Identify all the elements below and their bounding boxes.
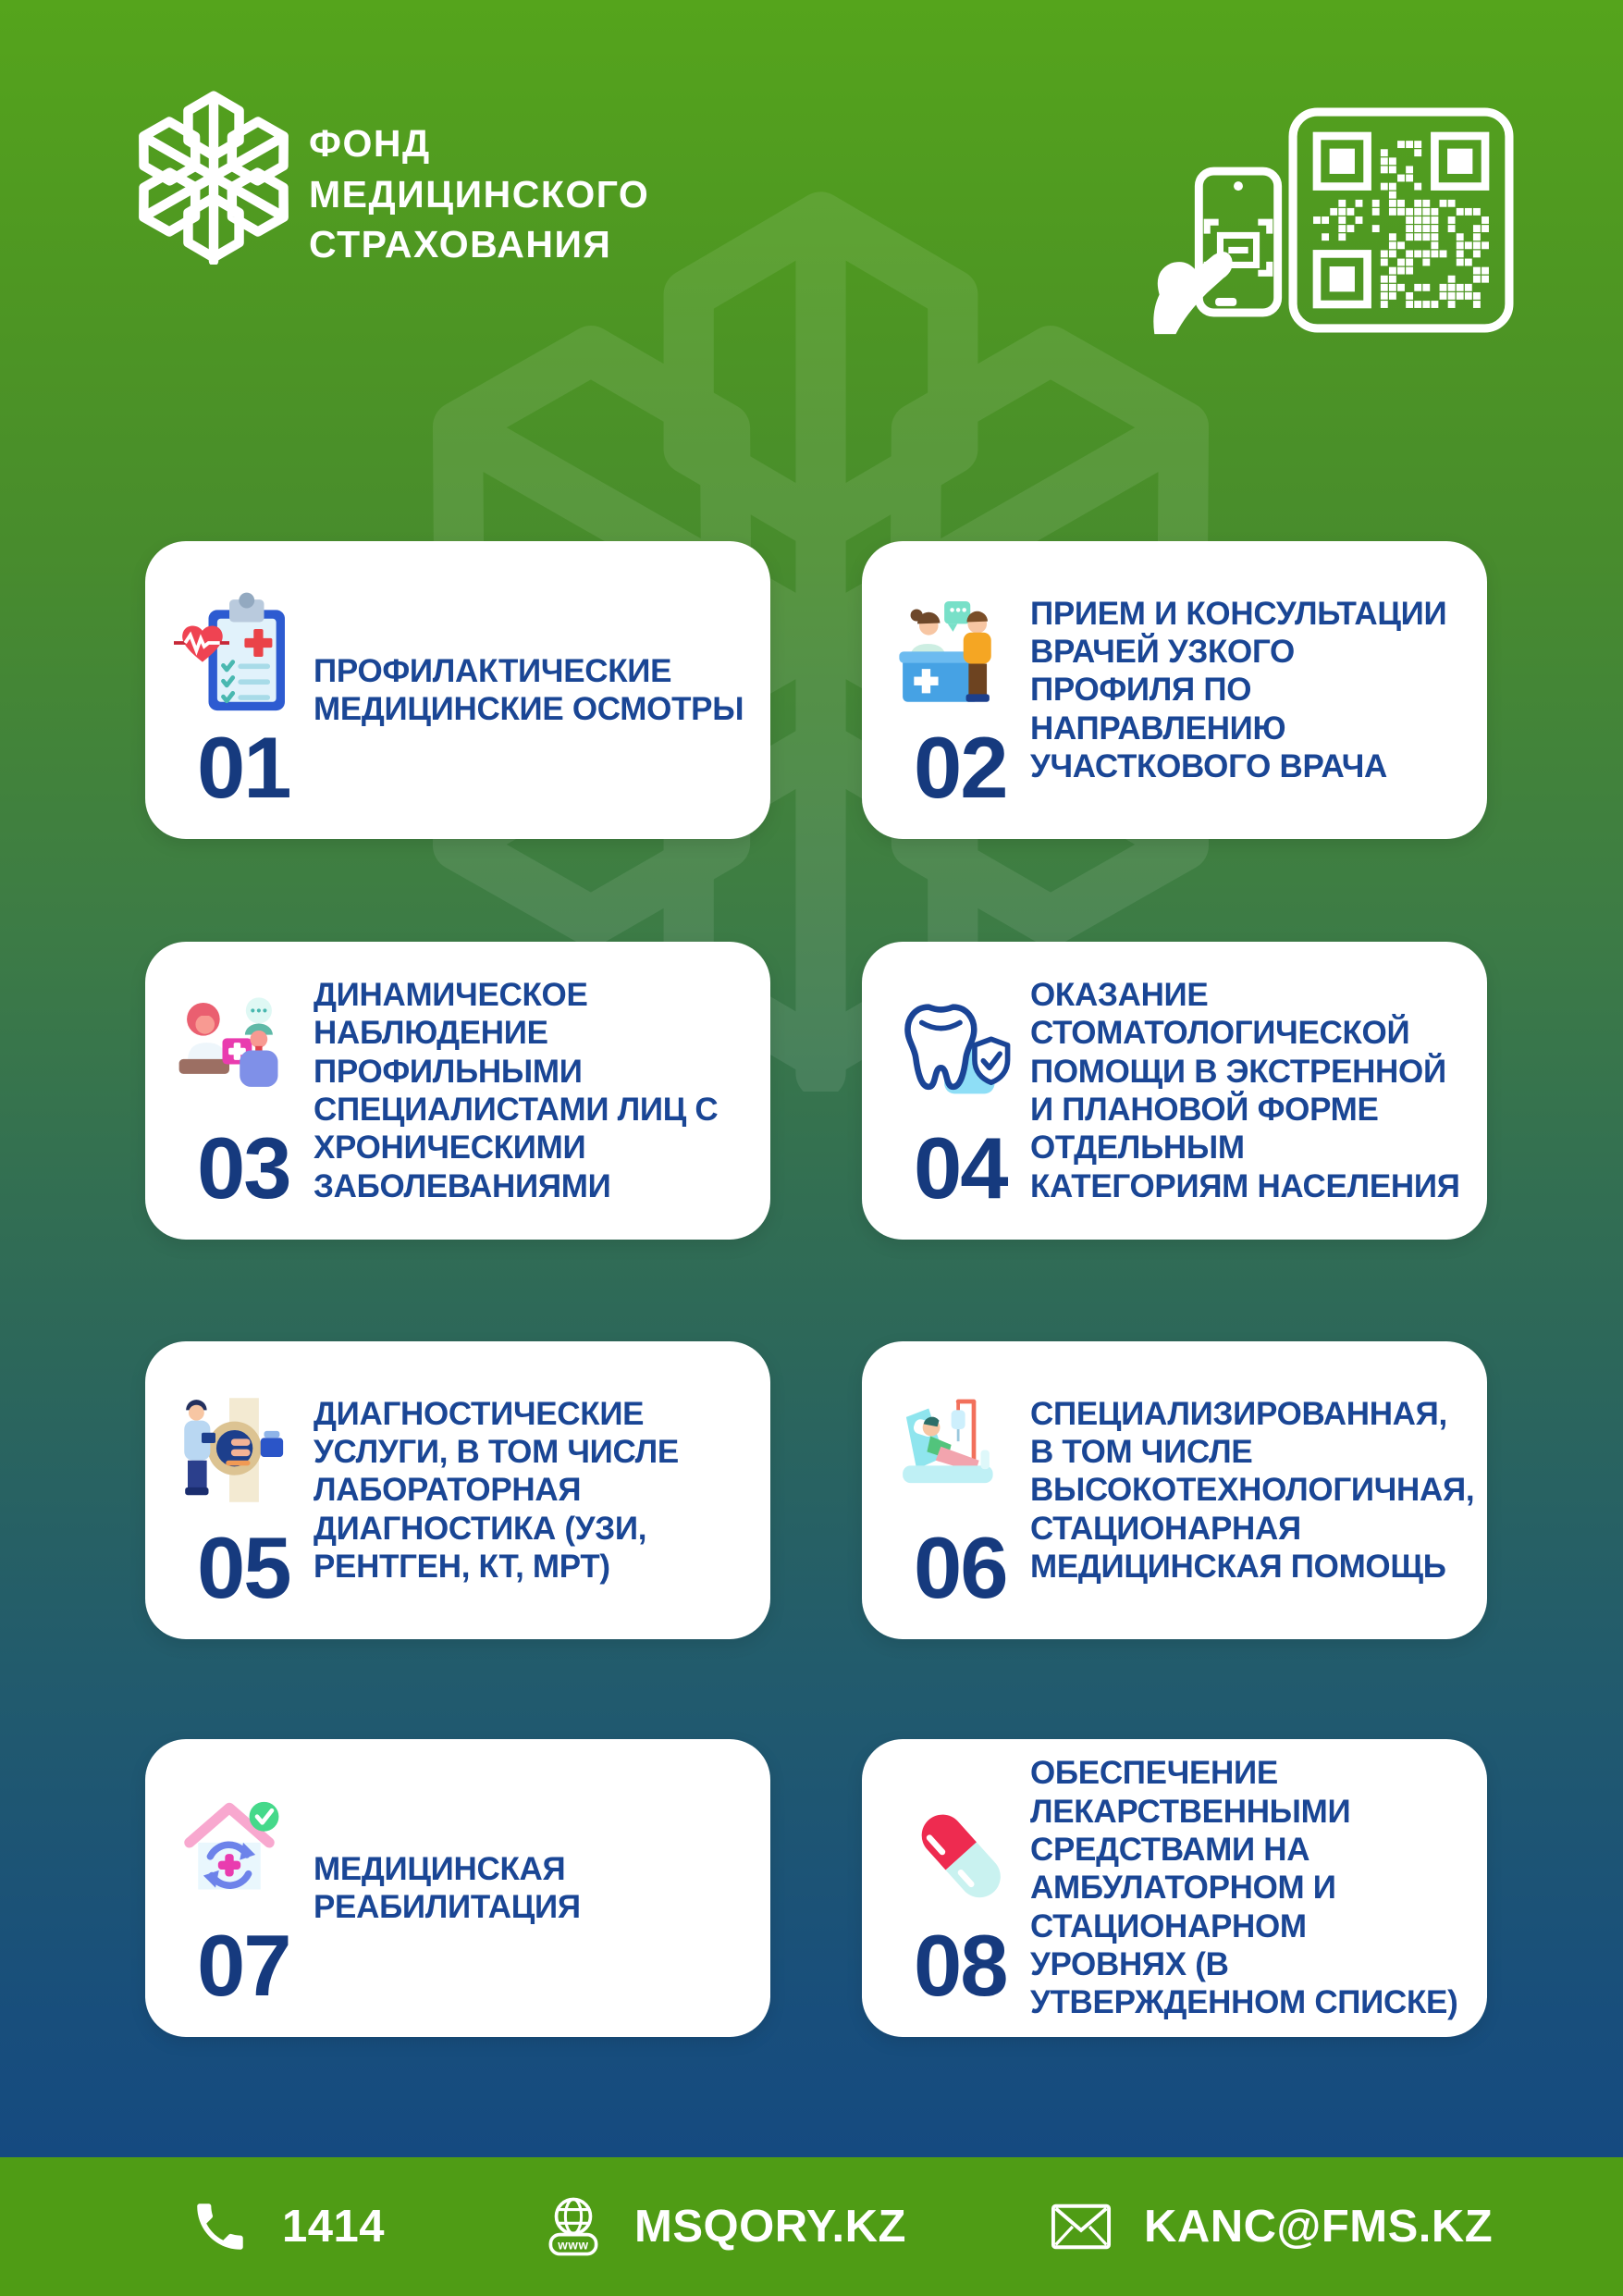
hospital-bed-icon <box>888 1378 1032 1536</box>
service-number: 03 <box>197 1119 290 1216</box>
svg-text:www: www <box>558 2238 589 2253</box>
footer-bar <box>0 2157 1623 2296</box>
ct-scanner-icon <box>171 1378 315 1536</box>
service-title: ДИНАМИЧЕСКОЕ НАБЛЮДЕНИЕ ПРОФИЛЬНЫМИ СПЕЦИАЛИСТАМИ ЛИЦ С ХРОНИЧЕСКИМИ ЗАБОЛЕВАНИЯМИ <box>314 977 719 1204</box>
reception-desk-icon <box>888 578 1032 735</box>
service-number: 08 <box>914 1917 1007 2014</box>
service-number: 04 <box>914 1119 1007 1216</box>
phone-scan-hand-icon <box>1150 163 1297 344</box>
service-card-04 <box>862 942 1487 1240</box>
tooth-shield-icon <box>888 979 1032 1136</box>
service-title: ДИАГНОСТИЧЕСКИЕ УСЛУГИ, В ТОМ ЧИСЛЕ ЛАБОРАТОРНАЯ ДИАГНОСТИКА (УЗИ, РЕНТГЕН, КТ, МРТ) <box>314 1395 679 1585</box>
service-card-08 <box>862 1739 1487 2037</box>
brand-line: МЕДИЦИНСКОГО <box>309 172 650 216</box>
qr-code <box>1288 107 1514 333</box>
fund-logo-icon <box>126 89 301 265</box>
service-number: 06 <box>914 1519 1007 1616</box>
service-card-02 <box>862 541 1487 839</box>
globe-www-icon <box>544 2194 603 2259</box>
service-title: ПРОФИЛАКТИЧЕСКИЕ МЕДИЦИНСКИЕ ОСМОТРЫ <box>314 652 744 727</box>
service-card-07 <box>145 1739 770 2037</box>
brand-line: СТРАХОВАНИЯ <box>309 223 612 266</box>
pill-capsule-icon <box>888 1776 1032 1933</box>
footer-phone-number: 1414 <box>282 2202 386 2252</box>
doctor-patient-icon <box>171 979 315 1136</box>
brand-title <box>309 118 649 270</box>
footer-website-url: MSQORY.KZ <box>634 2202 906 2252</box>
rehabilitation-house-icon <box>171 1776 315 1933</box>
footer-website <box>544 2194 906 2259</box>
service-card-05 <box>145 1341 770 1639</box>
brand-line: ФОНД <box>309 122 431 165</box>
service-number: 02 <box>914 719 1007 816</box>
service-title: МЕДИЦИНСКАЯ РЕАБИЛИТАЦИЯ <box>314 1850 581 1925</box>
service-title: ОБЕСПЕЧЕНИЕ ЛЕКАРСТВЕННЫМИ СРЕДСТВАМИ НА АМБУЛАТОРНОМ И СТАЦИОНАРНОМ УРОВНЯХ (В УТВЕРЖДЕННОМ СПИСКЕ) <box>1030 1755 1458 2021</box>
phone-icon <box>190 2196 251 2257</box>
service-title: ОКАЗАНИЕ СТОМАТОЛОГИЧЕСКОЙ ПОМОЩИ В ЭКСТРЕННОЙ И ПЛАНОВОЙ ФОРМЕ ОТДЕЛЬНЫМ КАТЕГОРИЯМ НАСЕЛЕНИЯ <box>1030 977 1460 1204</box>
service-number: 01 <box>197 719 290 816</box>
service-card-06 <box>862 1341 1487 1639</box>
footer-phone <box>190 2196 385 2257</box>
service-card-01 <box>145 541 770 839</box>
service-title: ПРИЕМ И КОНСУЛЬТАЦИИ ВРАЧЕЙ УЗКОГО ПРОФИЛЯ ПО НАПРАВЛЕНИЮ УЧАСТКОВОГО ВРАЧА <box>1030 595 1447 784</box>
service-number: 05 <box>197 1519 290 1616</box>
envelope-icon <box>1050 2202 1113 2252</box>
footer-email <box>1050 2201 1493 2253</box>
footer-email-address: KANC@FMS.KZ <box>1144 2202 1494 2252</box>
clipboard-heart-icon <box>171 578 315 735</box>
service-number: 07 <box>197 1917 290 2014</box>
service-title: СПЕЦИАЛИЗИРОВАННАЯ, В ТОМ ЧИСЛЕ ВЫСОКОТЕХНОЛОГИЧНАЯ, СТАЦИОНАРНАЯ МЕДИЦИНСКАЯ ПОМОЩЬ <box>1030 1395 1475 1585</box>
service-card-03 <box>145 942 770 1240</box>
